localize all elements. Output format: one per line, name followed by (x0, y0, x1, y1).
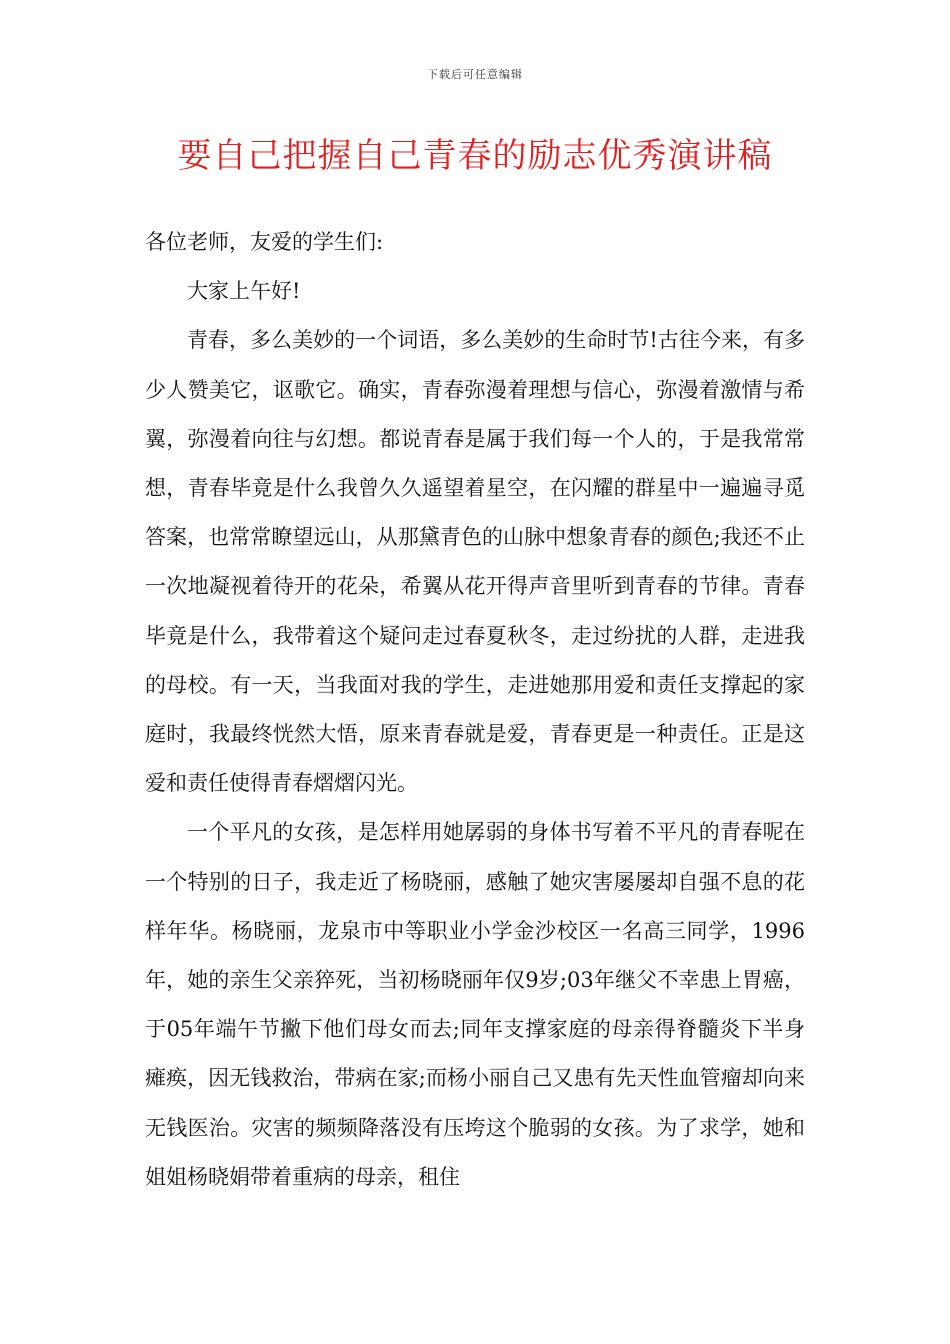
greeting: 大家上午好! (187, 279, 301, 304)
paragraph-1: 青春，多么美妙的一个词语，多么美妙的生命时节!古往今来，有多少人赞美它，讴歌它。确实，青春弥漫着理想与信心，弥漫着激情与希翼，弥漫着向往与幻想。都说青春是属于我们每一个人的，于是我常常想，青春毕竟是什么我曾久久遥望着星空，在闪耀的群星中一遍遍寻觅答案，也常常瞭望远山，从那黛青色的山脉中想象青春的颜色;我还不止一次地凝视着待开的花朵，希翼从花开得声音里听到青春的节律。青春毕竟是什么，我带着这个疑问走过春夏秋冬，走过纷扰的人群，走进我的母校。有一天，当我面对我的学生，走进她那用爱和责任支撑起的家庭时，我最终恍然大悟，原来青春就是爱，青春更是一种责任。正是这爱和责任使得青春熠熠闪光。 (145, 328, 805, 796)
paragraph-2: 一个平凡的女孩，是怎样用她孱弱的身体书写着不平凡的青春呢在一个特别的日子，我走近了杨晓丽，感触了她灾害屡屡却自强不息的花样年华。杨晓丽，龙泉市中等职业小学金沙校区一名高三同学，1996年，她的亲生父亲猝死，当初杨晓丽年仅9岁;03年继父不幸患上胃癌，于05年端午节撇下他们母女而去;同年支撑家庭的母亲得脊髓炎下半身瘫痪，因无钱救治，带病在家;而杨小丽自己又患有先天性血管瘤却向来无钱医治。灾害的频频降落没有压垮这个脆弱的女孩。为了求学，她和姐姐杨晓娟带着重病的母亲，租住 (145, 820, 805, 1189)
header-note: 下载后可任意编辑 (427, 68, 523, 81)
salutation: 各位老师，友爱的学生们: (145, 230, 384, 254)
document-title: 要自己把握自己青春的励志优秀演讲稿 (177, 136, 773, 176)
document-body (145, 218, 805, 1202)
